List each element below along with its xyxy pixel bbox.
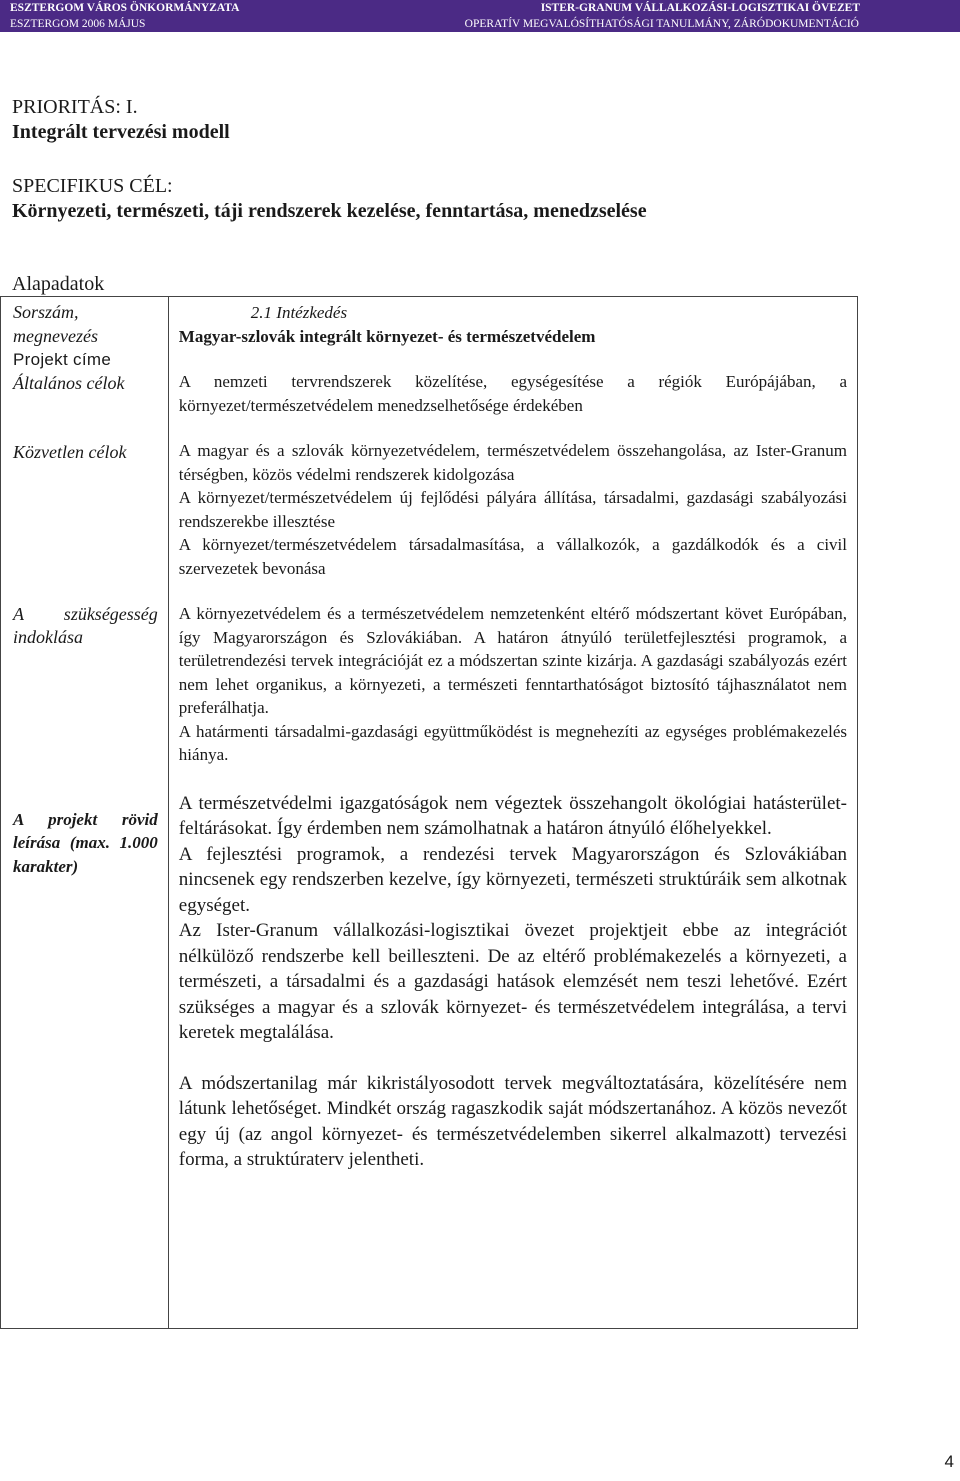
header-left-top: ESZTERGOM VÁROS ÖNKORMÁNYZATA (10, 2, 240, 14)
header-right-top: ISTER-GRANUM VÁLLALKOZÁSI-LOGISZTIKAI ÖVEZET (540, 2, 860, 14)
measure-word: Intézkedés (276, 303, 348, 322)
label-projekt-cime: Projekt címe (13, 350, 112, 369)
kozvetlen-cel-2: A környezet/természetvédelem új fejlődési pályára állítása, társadalmi, gazdasági szabályozási rendszerekbe illesztése (178, 488, 847, 531)
label-projekt-leiras: A projekt rövid leírása (max. 1.000 karakter) (13, 809, 158, 876)
page-number: 4 (944, 1452, 954, 1471)
label-szuksegesseg: A szükségesség indoklása (13, 603, 158, 647)
header-right-bottom: OPERATÍV MEGVALÓSÍTHATÓSÁGI TANULMÁNY, ZÁRÓDOKUMENTÁCIÓ (464, 18, 859, 30)
leiras-paragraph-2: A fejlesztési programok, a rendezési tervek Magyarországon és Szlovákiában nincsenek egy rendszerben kezelve, így környezeti, természeti struktúráik sem alkotnak egységet. (178, 843, 847, 916)
header-top-bar (0, 0, 960, 16)
header-left-bottom: ESZTERGOM 2006 MÁJUS (10, 18, 146, 30)
leiras-paragraph-4: A módszertanilag már kikristályosodott tervek megváltoztatására, közelítésére nem látunk lehetőséget. Mindkét ország ragaszkodik saját módszertanához. A közös nevezőt egy új (az angol környezet- és természetvédelemben sikerrel alkalmazott) tervezési forma, a struktúraterv jelentheti. (178, 1072, 847, 1170)
label-altalanos-celok: Általános célok (13, 372, 125, 393)
kozvetlen-cel-3: A környezet/természetvédelem társadalmasítása, a vállalkozók, a gazdálkodók és a civil szervezetek bevonása (178, 535, 847, 578)
indoklas-paragraph-1: A környezetvédelem és a természetvédelem nemzetenként eltérő módszertant követ Európában, így Magyarországon és Szlovákiában. A határon átnyúló területfejlesztési programok, a területrendezési tervek integrációját ez a módszertan szinte kizárja. A gazdasági szabályozás ezért nem lehet organikus, a környezeti, a természeti fenntarthatóságot biztosító tájhasználatot nem preferálhatja. (178, 604, 847, 717)
kozvetlen-cel-1: A magyar és a szlovák környezetvédelem, természetvédelem összehangolása, az Ister-Granum térségben, közös védelmi rendszerek kidolgozása (178, 441, 847, 484)
specific-goal-title: Környezeti, természeti, táji rendszerek kezelése, fenntartása, menedzselése (12, 200, 647, 222)
label-column (1, 297, 169, 1329)
alapadatok-heading: Alapadatok (12, 273, 105, 295)
priority-title: Integrált tervezési modell (12, 121, 230, 143)
indoklas-paragraph-2: A határmenti társadalmi-gazdasági együttműködést is megnehezíti az egységes problémakezelés hiánya. (178, 721, 847, 764)
measure-id (179, 301, 847, 325)
leiras-paragraph-3: Az Ister-Granum vállalkozási-logisztikai övezet projektjeit ebbe az integrációt nélkülöző rendszerbe kell beilleszteni. De az eltérő problémakezelés a környezeti, a természeti, a társadalmi és a gazdasági hatások elemzését nem teszi lehetővé. Ezért szükséges a magyar és a szlovák környezet- és természetvédelem integrálása, a tervi keretek megtalálása. (178, 920, 847, 1043)
priority-label: PRIORITÁS: I. (12, 96, 138, 118)
measure-number: 2.1 (250, 303, 273, 322)
label-sorszam: Sorszám, megnevezés (13, 302, 98, 346)
leiras-paragraph-1: A természetvédelmi igazgatóságok nem végeztek összehangolt ökológiai hatásterület-feltárásokat. Így érdemben nem számolhatnak a határon átnyúló élőhelyekkel. (178, 792, 847, 839)
project-title: Magyar-szlovák integrált környezet- és természetvédelem (178, 326, 596, 346)
altalanos-celok-text: A nemzeti tervrendszerek közelítése, egységesítése a régiók Európájában, a környezet/természetvédelem menedzselhetősége érdekében (178, 372, 847, 415)
label-kozvetlen-celok: Közvetlen célok (13, 442, 127, 462)
header-bottom-bar (0, 16, 960, 32)
content-column (168, 297, 857, 1329)
project-table (0, 296, 858, 1329)
specific-goal-label: SPECIFIKUS CÉL: (12, 175, 173, 197)
